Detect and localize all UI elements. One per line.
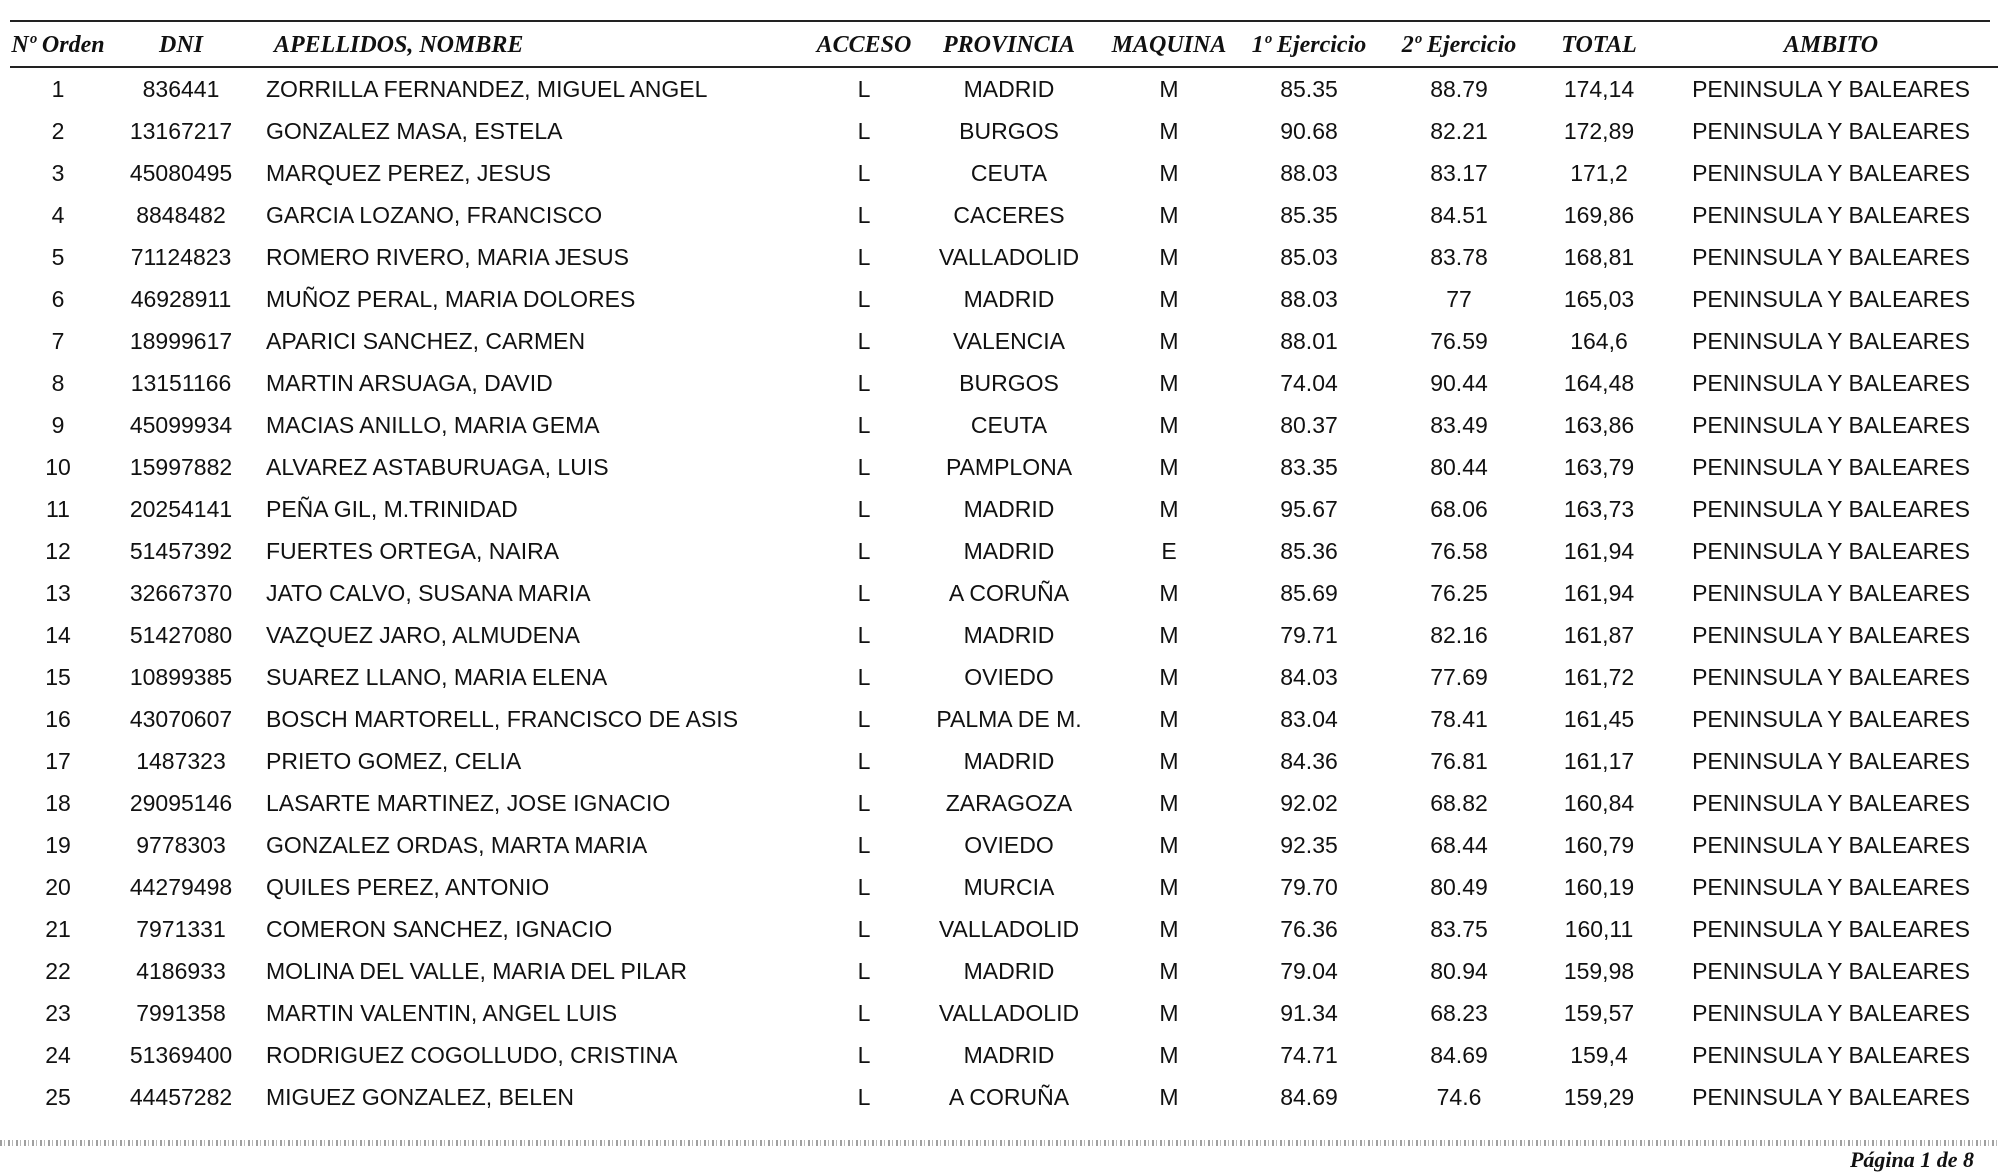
cell-dni: 13151166	[130, 369, 232, 396]
cell-ejercicio-1: 88.01	[1280, 327, 1338, 354]
cell-provincia: MADRID	[963, 747, 1055, 774]
cell-acceso: L	[857, 117, 871, 144]
cell-acceso: L	[857, 663, 871, 690]
cell-nombre: MOLINA DEL VALLE, MARIA DEL PILAR	[266, 957, 687, 984]
cell-provincia: CEUTA	[970, 411, 1048, 438]
cell-dni: 20254141	[129, 495, 233, 522]
header-orden: Nº Orden	[10, 26, 106, 67]
cell-ejercicio-2: 68.44	[1430, 831, 1488, 858]
table-row	[10, 236, 1998, 278]
cell-ejercicio-1: 83.04	[1280, 705, 1338, 732]
cell-ejercicio-1: 95.67	[1280, 495, 1338, 522]
cell-ejercicio-1: 79.71	[1280, 621, 1338, 648]
cell-maquina: M	[1159, 285, 1179, 312]
cell-ejercicio-1: 85.35	[1280, 75, 1338, 102]
cell-maquina: M	[1159, 789, 1179, 816]
cell-nombre: RODRIGUEZ COGOLLUDO, CRISTINA	[266, 1041, 678, 1068]
cell-ejercicio-2: 77	[1446, 285, 1472, 312]
cell-provincia: MURCIA	[963, 873, 1055, 900]
cell-dni: 44457282	[129, 1083, 233, 1110]
cell-provincia: MADRID	[963, 537, 1055, 564]
cell-maquina: M	[1159, 663, 1179, 690]
table-row	[10, 1076, 1998, 1118]
cell-ejercicio-2: 82.16	[1430, 621, 1488, 648]
cell-maquina: M	[1159, 327, 1179, 354]
cell-maquina: M	[1159, 201, 1179, 228]
cell-ejercicio-1: 92.35	[1280, 831, 1338, 858]
cell-maquina: M	[1159, 243, 1179, 270]
cell-acceso: L	[857, 327, 871, 354]
cell-ambito: PENINSULA Y BALEARES	[1692, 957, 1970, 984]
cell-ejercicio-1: 92.02	[1280, 789, 1338, 816]
cell-ejercicio-1: 76.36	[1280, 915, 1338, 942]
cell-nombre: MARTIN VALENTIN, ANGEL LUIS	[266, 999, 618, 1026]
cell-ambito: PENINSULA Y BALEARES	[1692, 873, 1970, 900]
cell-ambito: PENINSULA Y BALEARES	[1692, 285, 1970, 312]
cell-ambito: PENINSULA Y BALEARES	[1692, 411, 1970, 438]
cell-dni: 10899385	[129, 663, 233, 690]
table-row	[10, 278, 1998, 320]
table-row	[10, 404, 1998, 446]
cell-orden: 16	[45, 705, 71, 732]
cell-maquina: M	[1159, 915, 1179, 942]
cell-provincia: VALLADOLID	[938, 243, 1080, 270]
cell-total: 160,11	[1564, 915, 1634, 942]
cell-ambito: PENINSULA Y BALEARES	[1692, 159, 1970, 186]
cell-ambito: PENINSULA Y BALEARES	[1692, 117, 1970, 144]
cell-ejercicio-2: 83.78	[1430, 243, 1488, 270]
cell-total: 159,98	[1563, 957, 1635, 984]
cell-maquina: M	[1159, 957, 1179, 984]
cell-orden: 11	[46, 495, 70, 522]
cell-orden: 1	[51, 75, 65, 102]
cell-ambito: PENINSULA Y BALEARES	[1692, 831, 1970, 858]
cell-ejercicio-2: 68.06	[1430, 495, 1488, 522]
cell-ambito: PENINSULA Y BALEARES	[1692, 495, 1970, 522]
cell-ambito: PENINSULA Y BALEARES	[1692, 579, 1970, 606]
cell-total: 163,73	[1563, 495, 1635, 522]
cell-total: 163,86	[1563, 411, 1635, 438]
cell-ejercicio-1: 74.71	[1280, 1041, 1338, 1068]
cell-ejercicio-2: 76.25	[1430, 579, 1488, 606]
cell-total: 172,89	[1563, 117, 1635, 144]
cell-orden: 8	[51, 369, 65, 396]
cell-nombre: MACIAS ANILLO, MARIA GEMA	[266, 411, 600, 438]
cell-ejercicio-2: 76.59	[1430, 327, 1488, 354]
cell-ejercicio-1: 83.35	[1280, 453, 1338, 480]
cell-dni: 29095146	[129, 789, 233, 816]
table-row	[10, 67, 1998, 110]
cell-total: 161,94	[1563, 537, 1635, 564]
cell-provincia: MADRID	[963, 1041, 1055, 1068]
cell-acceso: L	[857, 789, 871, 816]
cell-orden: 21	[45, 915, 71, 942]
cell-nombre: MARQUEZ PEREZ, JESUS	[266, 159, 551, 186]
cell-maquina: M	[1159, 411, 1179, 438]
cell-ambito: PENINSULA Y BALEARES	[1692, 999, 1970, 1026]
cell-ejercicio-1: 84.03	[1280, 663, 1338, 690]
cell-maquina: M	[1159, 747, 1179, 774]
cell-orden: 10	[45, 453, 71, 480]
cell-acceso: L	[857, 201, 871, 228]
cell-nombre: COMERON SANCHEZ, IGNACIO	[266, 915, 613, 942]
cell-dni: 9778303	[136, 831, 226, 858]
cell-dni: 51369400	[129, 1041, 233, 1068]
cell-ejercicio-2: 84.69	[1430, 1041, 1488, 1068]
cell-provincia: VALENCIA	[952, 327, 1066, 354]
cell-maquina: M	[1159, 831, 1179, 858]
cell-total: 168,81	[1563, 243, 1635, 270]
cell-acceso: L	[857, 831, 871, 858]
header-row	[10, 26, 1998, 67]
cell-ejercicio-2: 82.21	[1430, 117, 1488, 144]
cell-dni: 51457392	[129, 537, 233, 564]
cell-provincia: CACERES	[953, 201, 1065, 228]
cell-total: 161,45	[1563, 705, 1635, 732]
cell-acceso: L	[857, 579, 871, 606]
cell-ambito: PENINSULA Y BALEARES	[1692, 747, 1970, 774]
cell-acceso: L	[857, 621, 871, 648]
cell-acceso: L	[857, 495, 871, 522]
cell-nombre: JATO CALVO, SUSANA MARIA	[266, 579, 591, 606]
cell-provincia: OVIEDO	[964, 831, 1054, 858]
cell-provincia: ZARAGOZA	[945, 789, 1073, 816]
cell-dni: 1487323	[136, 747, 226, 774]
cell-ejercicio-1: 84.69	[1280, 1083, 1338, 1110]
cell-acceso: L	[857, 747, 871, 774]
cell-provincia: VALLADOLID	[938, 999, 1080, 1026]
cell-total: 159,57	[1563, 999, 1635, 1026]
cell-ejercicio-2: 80.94	[1430, 957, 1488, 984]
table-row	[10, 362, 1998, 404]
cell-ejercicio-2: 83.17	[1430, 159, 1488, 186]
cell-ejercicio-1: 91.34	[1280, 999, 1338, 1026]
footer-dotted-rule	[0, 1140, 2000, 1146]
top-rule	[10, 20, 1990, 22]
cell-maquina: M	[1159, 75, 1179, 102]
cell-nombre: LASARTE MARTINEZ, JOSE IGNACIO	[266, 789, 671, 816]
table-row	[10, 320, 1998, 362]
cell-ejercicio-2: 77.69	[1430, 663, 1488, 690]
cell-ejercicio-2: 83.49	[1430, 411, 1488, 438]
cell-ambito: PENINSULA Y BALEARES	[1692, 705, 1970, 732]
cell-ejercicio-2: 68.23	[1430, 999, 1488, 1026]
cell-acceso: L	[857, 75, 871, 102]
cell-maquina: M	[1159, 1041, 1179, 1068]
cell-provincia: BURGOS	[959, 369, 1059, 396]
cell-orden: 5	[51, 243, 65, 270]
cell-maquina: M	[1159, 873, 1179, 900]
cell-orden: 18	[45, 789, 71, 816]
results-table	[10, 26, 1998, 1118]
cell-total: 163,79	[1563, 453, 1635, 480]
cell-nombre: MIGUEZ GONZALEZ, BELEN	[266, 1083, 574, 1110]
cell-total: 165,03	[1563, 285, 1635, 312]
cell-ejercicio-2: 90.44	[1430, 369, 1488, 396]
cell-total: 164,48	[1563, 369, 1635, 396]
cell-nombre: PEÑA GIL, M.TRINIDAD	[266, 495, 518, 522]
cell-orden: 12	[45, 537, 71, 564]
cell-orden: 25	[45, 1083, 71, 1110]
cell-orden: 2	[51, 117, 65, 144]
cell-dni: 45099934	[129, 411, 233, 438]
cell-total: 161,17	[1563, 747, 1635, 774]
cell-provincia: MADRID	[963, 285, 1055, 312]
cell-ejercicio-2: 68.82	[1430, 789, 1488, 816]
cell-ambito: PENINSULA Y BALEARES	[1692, 621, 1970, 648]
table-row	[10, 782, 1998, 824]
table-row	[10, 950, 1998, 992]
cell-total: 159,4	[1570, 1041, 1628, 1068]
cell-nombre: MUÑOZ PERAL, MARIA DOLORES	[266, 285, 636, 312]
cell-acceso: L	[857, 411, 871, 438]
cell-maquina: M	[1159, 1083, 1179, 1110]
cell-ejercicio-2: 78.41	[1430, 705, 1488, 732]
header-ambito: AMBITO	[1664, 26, 1998, 67]
cell-orden: 7	[51, 327, 65, 354]
cell-total: 171,2	[1570, 159, 1628, 186]
cell-total: 160,79	[1563, 831, 1635, 858]
header-ejercicio-2: 2º Ejercicio	[1384, 26, 1534, 67]
cell-ambito: PENINSULA Y BALEARES	[1692, 75, 1970, 102]
cell-nombre: FUERTES ORTEGA, NAIRA	[266, 537, 560, 564]
cell-ejercicio-1: 85.35	[1280, 201, 1338, 228]
cell-maquina: M	[1159, 621, 1179, 648]
table-row	[10, 656, 1998, 698]
table-row	[10, 908, 1998, 950]
header-acceso: ACCESO	[814, 26, 914, 67]
cell-nombre: ZORRILLA FERNANDEZ, MIGUEL ANGEL	[266, 75, 708, 102]
cell-orden: 20	[45, 873, 71, 900]
table-row	[10, 614, 1998, 656]
cell-ejercicio-2: 80.44	[1430, 453, 1488, 480]
cell-ambito: PENINSULA Y BALEARES	[1692, 537, 1970, 564]
table-header	[10, 26, 1998, 67]
table-row	[10, 446, 1998, 488]
cell-ambito: PENINSULA Y BALEARES	[1692, 1041, 1970, 1068]
cell-dni: 45080495	[129, 159, 233, 186]
cell-acceso: L	[857, 1041, 871, 1068]
table-row	[10, 740, 1998, 782]
cell-provincia: BURGOS	[959, 117, 1059, 144]
cell-orden: 24	[45, 1041, 71, 1068]
cell-orden: 9	[51, 411, 65, 438]
cell-ambito: PENINSULA Y BALEARES	[1692, 201, 1970, 228]
cell-ambito: PENINSULA Y BALEARES	[1692, 915, 1970, 942]
cell-ejercicio-1: 90.68	[1280, 117, 1338, 144]
cell-ejercicio-2: 88.79	[1430, 75, 1488, 102]
cell-ejercicio-1: 74.04	[1280, 369, 1338, 396]
cell-ejercicio-2: 76.81	[1430, 747, 1488, 774]
cell-orden: 15	[45, 663, 71, 690]
cell-ejercicio-1: 85.03	[1280, 243, 1338, 270]
cell-ejercicio-2: 83.75	[1430, 915, 1488, 942]
cell-total: 160,19	[1563, 873, 1635, 900]
cell-total: 174,14	[1563, 75, 1635, 102]
cell-total: 159,29	[1563, 1083, 1635, 1110]
cell-provincia: MADRID	[963, 495, 1055, 522]
cell-dni: 8848482	[136, 201, 226, 228]
cell-dni: 13167217	[129, 117, 233, 144]
cell-provincia: CEUTA	[970, 159, 1048, 186]
table-row	[10, 530, 1998, 572]
table-row	[10, 110, 1998, 152]
cell-maquina: M	[1159, 159, 1179, 186]
cell-orden: 13	[45, 579, 71, 606]
cell-acceso: L	[857, 285, 871, 312]
header-maquina: MAQUINA	[1104, 26, 1234, 67]
cell-nombre: VAZQUEZ JARO, ALMUDENA	[266, 621, 580, 648]
cell-maquina: M	[1159, 999, 1179, 1026]
cell-dni: 71124823	[130, 243, 232, 270]
cell-orden: 23	[45, 999, 71, 1026]
cell-dni: 46928911	[130, 285, 232, 312]
cell-provincia: MADRID	[963, 75, 1055, 102]
cell-acceso: L	[857, 369, 871, 396]
cell-ejercicio-2: 76.58	[1430, 537, 1488, 564]
cell-dni: 51427080	[129, 621, 233, 648]
cell-ambito: PENINSULA Y BALEARES	[1692, 1083, 1970, 1110]
cell-provincia: VALLADOLID	[938, 915, 1080, 942]
table-row	[10, 572, 1998, 614]
cell-ambito: PENINSULA Y BALEARES	[1692, 369, 1970, 396]
cell-dni: 7991358	[136, 999, 226, 1026]
cell-nombre: MARTIN ARSUAGA, DAVID	[266, 369, 553, 396]
cell-dni: 44279498	[129, 873, 233, 900]
cell-provincia: OVIEDO	[964, 663, 1054, 690]
cell-dni: 43070607	[129, 705, 233, 732]
header-provincia: PROVINCIA	[914, 26, 1104, 67]
cell-total: 161,94	[1563, 579, 1635, 606]
cell-maquina: M	[1159, 705, 1179, 732]
cell-acceso: L	[857, 243, 871, 270]
cell-ejercicio-2: 80.49	[1430, 873, 1488, 900]
cell-orden: 3	[51, 159, 65, 186]
cell-provincia: PAMPLONA	[945, 453, 1073, 480]
table-row	[10, 1034, 1998, 1076]
cell-nombre: GARCIA LOZANO, FRANCISCO	[266, 201, 603, 228]
cell-acceso: L	[857, 999, 871, 1026]
cell-nombre: QUILES PEREZ, ANTONIO	[266, 873, 550, 900]
cell-nombre: ROMERO RIVERO, MARIA JESUS	[266, 243, 629, 270]
cell-orden: 17	[45, 747, 71, 774]
cell-dni: 7971331	[136, 915, 226, 942]
cell-ejercicio-1: 85.36	[1280, 537, 1338, 564]
table-row	[10, 152, 1998, 194]
cell-nombre: GONZALEZ ORDAS, MARTA MARIA	[266, 831, 648, 858]
cell-provincia: PALMA DE M.	[936, 705, 1082, 732]
cell-orden: 22	[45, 957, 71, 984]
cell-acceso: L	[857, 453, 871, 480]
cell-ejercicio-1: 88.03	[1280, 159, 1338, 186]
cell-dni: 32667370	[129, 579, 233, 606]
cell-maquina: M	[1159, 369, 1179, 396]
table-row	[10, 488, 1998, 530]
cell-ambito: PENINSULA Y BALEARES	[1692, 243, 1970, 270]
cell-ambito: PENINSULA Y BALEARES	[1692, 789, 1970, 816]
cell-ejercicio-2: 74.6	[1436, 1083, 1482, 1110]
cell-ejercicio-1: 88.03	[1280, 285, 1338, 312]
cell-ejercicio-1: 80.37	[1280, 411, 1338, 438]
cell-dni: 15997882	[129, 453, 233, 480]
table-row	[10, 824, 1998, 866]
page-number: Página 1 de 8	[1849, 1147, 1974, 1172]
cell-maquina: E	[1161, 537, 1177, 564]
cell-dni: 4186933	[136, 957, 226, 984]
table-row	[10, 698, 1998, 740]
table-row	[10, 866, 1998, 908]
cell-total: 169,86	[1563, 201, 1635, 228]
table-row	[10, 992, 1998, 1034]
cell-nombre: PRIETO GOMEZ, CELIA	[266, 747, 522, 774]
cell-acceso: L	[857, 957, 871, 984]
cell-orden: 19	[45, 831, 71, 858]
cell-ambito: PENINSULA Y BALEARES	[1692, 327, 1970, 354]
cell-acceso: L	[857, 537, 871, 564]
cell-nombre: BOSCH MARTORELL, FRANCISCO DE ASIS	[266, 705, 739, 732]
cell-maquina: M	[1159, 495, 1179, 522]
cell-ambito: PENINSULA Y BALEARES	[1692, 663, 1970, 690]
header-total: TOTAL	[1534, 26, 1664, 67]
cell-provincia: A CORUÑA	[948, 1083, 1070, 1110]
cell-provincia: A CORUÑA	[948, 579, 1070, 606]
cell-maquina: M	[1159, 117, 1179, 144]
cell-nombre: GONZALEZ MASA, ESTELA	[266, 117, 563, 144]
header-nombre: APELLIDOS, NOMBRE	[256, 26, 814, 67]
header-ejercicio-1: 1º Ejercicio	[1234, 26, 1384, 67]
cell-maquina: M	[1159, 453, 1179, 480]
cell-ejercicio-1: 79.70	[1280, 873, 1338, 900]
cell-orden: 4	[51, 201, 65, 228]
cell-provincia: MADRID	[963, 621, 1055, 648]
cell-nombre: SUAREZ LLANO, MARIA ELENA	[266, 663, 608, 690]
cell-total: 161,87	[1563, 621, 1635, 648]
cell-acceso: L	[857, 1083, 871, 1110]
cell-provincia: MADRID	[963, 957, 1055, 984]
cell-ejercicio-1: 85.69	[1280, 579, 1338, 606]
cell-nombre: ALVAREZ ASTABURUAGA, LUIS	[266, 453, 609, 480]
cell-acceso: L	[857, 159, 871, 186]
cell-nombre: APARICI SANCHEZ, CARMEN	[266, 327, 586, 354]
cell-ejercicio-1: 79.04	[1280, 957, 1338, 984]
cell-ambito: PENINSULA Y BALEARES	[1692, 453, 1970, 480]
cell-acceso: L	[857, 873, 871, 900]
cell-ejercicio-2: 84.51	[1430, 201, 1488, 228]
cell-total: 164,6	[1570, 327, 1628, 354]
table-row	[10, 194, 1998, 236]
table-body	[10, 67, 1998, 1118]
cell-dni: 836441	[142, 75, 220, 102]
cell-total: 160,84	[1563, 789, 1635, 816]
cell-dni: 18999617	[129, 327, 233, 354]
cell-acceso: L	[857, 705, 871, 732]
cell-ejercicio-1: 84.36	[1280, 747, 1338, 774]
cell-orden: 14	[45, 621, 71, 648]
header-dni: DNI	[106, 26, 256, 67]
cell-maquina: M	[1159, 579, 1179, 606]
cell-total: 161,72	[1563, 663, 1635, 690]
cell-orden: 6	[51, 285, 65, 312]
cell-acceso: L	[857, 915, 871, 942]
